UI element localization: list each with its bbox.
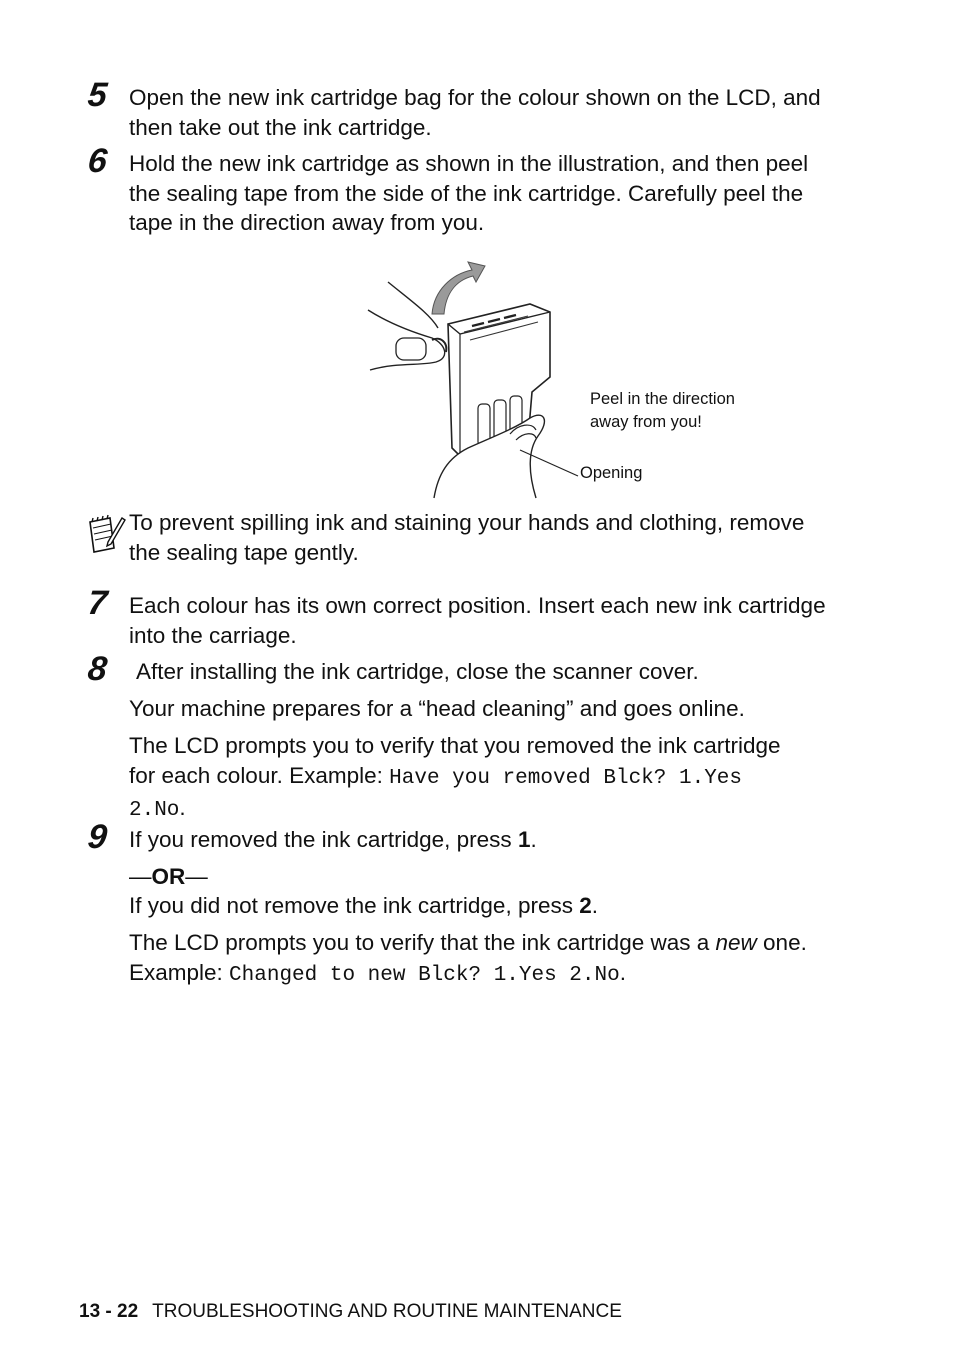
lcd-message-changed: Changed to new Blck? 1.Yes 2.No <box>229 963 620 987</box>
page-footer <box>79 1301 622 1323</box>
step-9-text-2 <box>129 891 829 921</box>
step-7-number: 7 <box>86 584 109 622</box>
step-8-text-3 <box>129 731 789 826</box>
lcd-message-removed: Have you removed Blck? 1.Yes 2.No <box>129 766 742 822</box>
callout-peel-line2: away from you! <box>590 413 702 431</box>
step-8-text-3-main: The LCD prompts you to verify that you removed the ink cartridge for each colour. Example: <box>129 733 781 788</box>
or-label: OR <box>151 864 186 889</box>
step-9-end-2: . <box>591 893 599 918</box>
or-dash-right: — <box>185 864 208 889</box>
step-9-number: 9 <box>86 818 109 856</box>
ink-cartridge-peel-drawing <box>360 252 600 502</box>
step-7-text: Each colour has its own correct position. Insert each new ink cartridge into the carriage. <box>129 593 826 648</box>
step-8-text-2: Your machine prepares for a “head cleaning” and goes online. <box>129 696 745 721</box>
key-2: 2 <box>579 893 592 918</box>
step-9-text-3b: one. Example: <box>129 930 807 985</box>
cartridge-illustration <box>360 252 600 507</box>
note-text: To prevent spilling ink and staining your hands and clothing, remove the sealing tape gently. <box>129 510 805 565</box>
callout-peel <box>590 388 735 434</box>
callout-opening: Opening <box>580 464 643 482</box>
step-9-end: . <box>530 827 537 852</box>
step-6-number: 6 <box>86 142 109 180</box>
step-8-text: After installing the ink cartridge, close the scanner cover. <box>136 659 699 684</box>
step-8-end: . <box>179 795 186 820</box>
or-dash-left: — <box>129 864 152 889</box>
key-1: 1 <box>517 827 531 852</box>
step-9-text-2-main: If you did not remove the ink cartridge, press <box>129 893 580 918</box>
step-9-text-3 <box>129 928 829 990</box>
step-5-number: 5 <box>86 76 109 114</box>
page-number: 13 - 22 <box>79 1301 139 1322</box>
callout-peel-line1: Peel in the direction <box>590 390 735 408</box>
notepad-pencil-icon <box>84 512 126 561</box>
step-9-text <box>129 825 829 855</box>
section-title: TROUBLESHOOTING AND ROUTINE MAINTENANCE <box>152 1301 622 1322</box>
step-6-text: Hold the new ink cartridge as shown in the illustration, and then peel the sealing tape from the side of the ink cartridge. Carefully peel the tape in the direction away from you. <box>129 151 809 235</box>
step-9-end-3: . <box>619 959 626 985</box>
step-5-text: Open the new ink cartridge bag for the colour shown on the LCD, and then take out the ink cartridge. <box>129 85 821 140</box>
or-separator <box>129 862 829 892</box>
new-word: new <box>715 930 757 955</box>
step-9-text-main: If you removed the ink cartridge, press <box>129 827 518 852</box>
step-9-text-3-main: The LCD prompts you to verify that the ink cartridge was a <box>129 930 716 955</box>
step-8-number: 8 <box>86 650 109 688</box>
